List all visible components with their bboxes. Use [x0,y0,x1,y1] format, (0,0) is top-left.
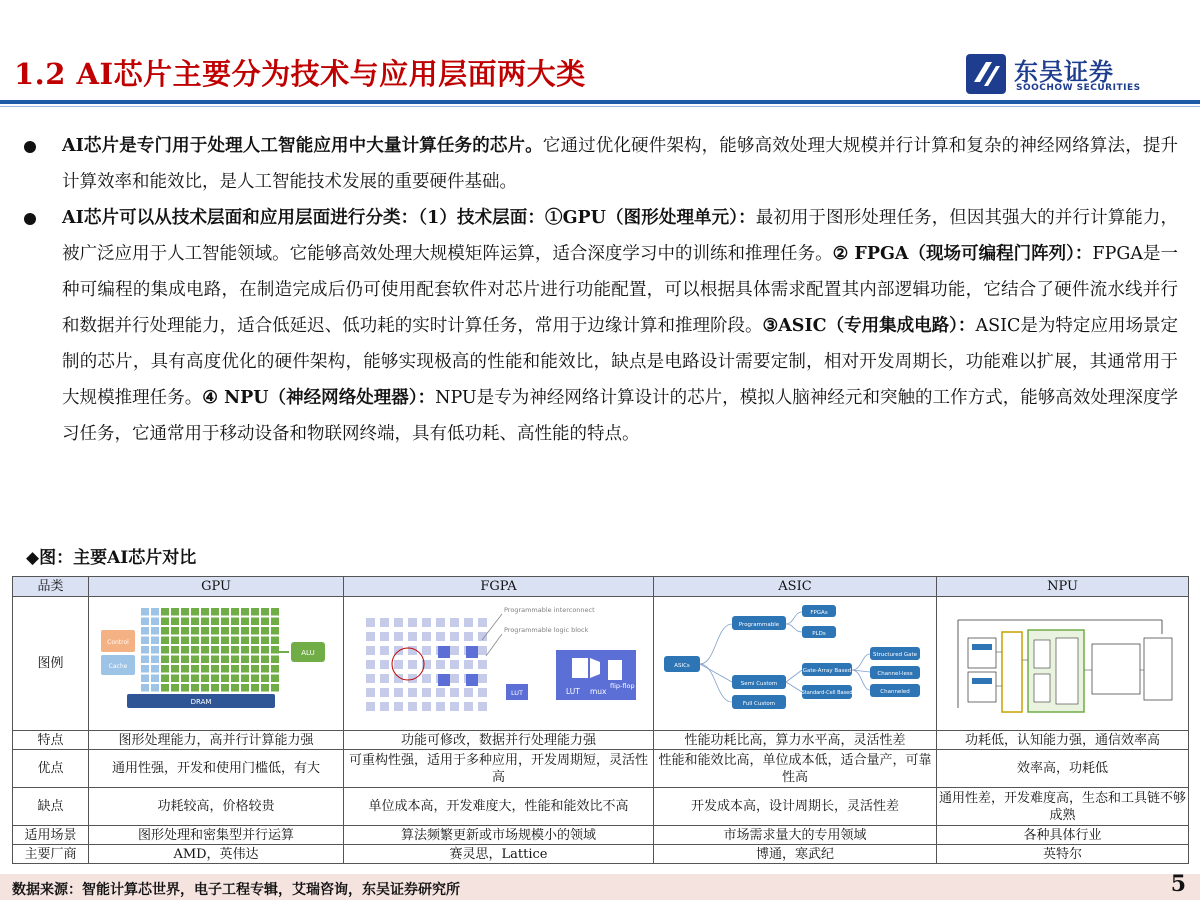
gpu-core-cell [221,665,229,673]
fpga-logic-cell [380,702,389,711]
gpu-core-cell [231,646,239,654]
gpu-core-cell [251,655,259,663]
gpu-core-cell [141,665,149,673]
gpu-core-cell [221,674,229,682]
table-header-row [13,577,1189,597]
fpga-highlight-block [438,674,450,686]
gpu-core-cell [171,674,179,682]
fpga-logic-cell [366,688,375,697]
asic-diagram-cell [654,597,937,731]
row-label: 图例 [13,597,89,731]
gpu-core-cell [201,655,209,663]
gpu-core-cell [181,674,189,682]
gpu-core-cell [201,646,209,654]
fpga-text: FPGA是一种可编程的集成电路，在制造完成后仍可使用配套软件对芯片进行功能配置，可以根据具体需求配置其内部逻辑功能，它结合了硬件流水线并行和数据并行处理能力，适合低延迟、低功耗的实时计算任务，常用于边缘计算和推理阶段。 [62,244,1178,336]
gpu-core-cell [271,655,279,663]
gpu-core-cell [211,646,219,654]
fpga-logic-cell [366,632,375,641]
table-cell: 效率高，功耗低 [937,750,1189,788]
bullet-dot-icon [24,213,36,225]
table-row-diagrams [13,597,1189,731]
table-cell: 可重构性强，适用于多种应用，开发周期短，灵活性高 [344,750,654,788]
gpu-core-cell [171,636,179,644]
gpu-core-cell [251,627,259,635]
table-cell: 博通，寒武纪 [654,845,937,864]
gpu-core-cell [151,674,159,682]
gpu-core-cell [231,617,239,625]
gpu-core-cell [241,617,249,625]
fpga-highlight-block [466,646,478,658]
page-number: 5 [1170,871,1186,897]
fpga-logic-cell [394,632,403,641]
npu-architecture-diagram [940,600,1186,728]
gpu-core-cell [241,674,249,682]
gpu-core-cell [271,665,279,673]
fpga-logic-cell [394,660,403,669]
fpga-heading: ② FPGA（现场可编程门阵列）： [832,244,1093,264]
table-cell: AMD，英伟达 [89,845,344,864]
gpu-core-cell [261,646,269,654]
fpga-architecture-diagram [346,600,651,728]
asic-heading: ③ASIC（专用集成电路）： [762,316,976,336]
data-source-note: 数据来源：智能计算芯世界，电子工程专辑，艾瑞咨询，东吴证券研究所 [12,882,460,898]
fpga-logic-cell [478,660,487,669]
gpu-core-cell [191,655,199,663]
gpu-core-cell [191,617,199,625]
table-cell: 图形处理和密集型并行运算 [89,826,344,845]
gpu-core-cell [261,655,269,663]
gpu-core-cell [221,636,229,644]
npu-diagram-cell [937,597,1189,731]
gpu-core-cell [271,684,279,692]
asic-programmable-label: Programmable [738,621,780,628]
table-cell: 通用性差，开发难度高，生态和工具链不够成熟 [937,788,1189,826]
gpu-core-cell [151,684,159,692]
gpu-core-cell [171,684,179,692]
table-row-vendors [13,845,1189,864]
fpga-logic-cell [450,618,459,627]
gpu-core-cell [221,684,229,692]
gpu-core-cell [231,684,239,692]
fpga-logic-cell [436,632,445,641]
gpu-text: 最初用于图形处理任务，但因其强大的并行计算能力，被广泛应用于人工智能领域。它能够高效处理大规模矩阵运算，适合深度学习中的训练和推理任务。 [62,208,1178,264]
gpu-core-cell [191,684,199,692]
gpu-core-cell [271,674,279,682]
gpu-core-cell [181,646,189,654]
gpu-core-cell [141,646,149,654]
gpu-core-cell [221,655,229,663]
gpu-core-cell [201,608,209,616]
asic-full-custom-label: Full Custom [742,700,776,707]
fpga-logic-cell [450,660,459,669]
fpga-highlight-block [466,674,478,686]
table-cell: 功耗较高，价格较贵 [89,788,344,826]
logo-text-en: SOOCHOW SECURITIES [1016,83,1141,93]
gpu-core-cell [191,646,199,654]
gpu-core-cell [171,646,179,654]
gpu-core-cell [191,608,199,616]
fpga-logic-cell [408,660,417,669]
gpu-core-cell [141,655,149,663]
gpu-core-cell [141,636,149,644]
table-cell: 赛灵思，Lattice [344,845,654,864]
fpga-logic-cell [366,702,375,711]
fpga-logic-cell [394,702,403,711]
fpga-logic-cell [436,618,445,627]
fpga-flipflop-label: flip-flop [610,681,635,690]
asic-gate-array-label: Gate-Array Based [802,667,852,674]
gpu-core-cell [201,627,209,635]
bullet-item-definition [18,128,1178,200]
column-header-asic: ASIC [654,577,937,597]
gpu-core-cell [171,608,179,616]
npu-heading: ④ NPU（神经网络处理器）： [202,388,436,408]
gpu-core-cell [271,636,279,644]
fpga-logic-cell [478,646,487,655]
table-cell: 通用性强，开发和使用门槛低，有大 [89,750,344,788]
gpu-core-cell [191,665,199,673]
gpu-core-cell [251,674,259,682]
title-divider [0,100,1200,104]
gpu-core-cell [231,627,239,635]
gpu-core-cell [191,636,199,644]
fpga-logic-cell [450,646,459,655]
fpga-logic-cell [380,632,389,641]
asic-standard-cell-label: Standard-Cell Based [801,689,853,696]
fpga-logic-cell [408,702,417,711]
gpu-core-cell [251,608,259,616]
fpga-logic-label: Programmable logic block [504,625,589,634]
table-cell: 图形处理能力，高并行计算能力强 [89,731,344,750]
fpga-logic-cell [394,688,403,697]
table-cell: 英特尔 [937,845,1189,864]
gpu-core-cell [161,627,169,635]
gpu-core-cell [261,617,269,625]
asic-channel-less-label: Channel-less [877,670,913,677]
row-label: 主要厂商 [13,845,89,864]
gpu-core-cell [181,608,189,616]
gpu-core-cell [151,655,159,663]
soochow-logo-icon [966,54,1006,94]
gpu-core-cell [161,684,169,692]
table-row-pros [13,750,1189,788]
gpu-core-cell [201,636,209,644]
gpu-core-cell [171,627,179,635]
table-cell: 功耗低，认知能力强，通信效率高 [937,731,1189,750]
gpu-core-cell [271,646,279,654]
column-header-fpga: FGPA [344,577,654,597]
gpu-core-cell [201,684,209,692]
fpga-logic-cell [422,618,431,627]
fpga-logic-cell [464,660,473,669]
gpu-core-cell [261,665,269,673]
gpu-core-cell [261,608,269,616]
gpu-core-cell [241,627,249,635]
fpga-logic-cell [408,688,417,697]
fpga-logic-cell [478,618,487,627]
gpu-core-cell [201,674,209,682]
table-corner-header: 品类 [13,577,89,597]
gpu-core-cell [161,646,169,654]
fpga-logic-cell [450,688,459,697]
fpga-logic-cell [464,632,473,641]
gpu-core-cell [261,627,269,635]
fpga-mux-label: mux [590,686,607,696]
table-cell: 各种具体行业 [937,826,1189,845]
gpu-core-cell [221,617,229,625]
fpga-logic-cell [478,674,487,683]
gpu-core-cell [211,655,219,663]
gpu-core-cell [241,655,249,663]
bullet-list [18,128,1178,452]
fpga-logic-cell [436,688,445,697]
gpu-core-cell [161,655,169,663]
bullet-dot-icon [24,141,36,153]
gpu-core-cell [151,617,159,625]
fpga-logic-cell [478,702,487,711]
table-cell: 性能功耗比高，算力水平高，灵活性差 [654,731,937,750]
fpga-logic-cell [450,632,459,641]
gpu-core-cell [231,608,239,616]
asic-text: ASIC是为特定应用场景定制的芯片，具有高度优化的硬件架构，能够实现极高的性能和能效比，缺点是电路设计需要定制，相对开发周期长，功能难以扩展，其通常用于大规模推理任务。 [62,316,1178,408]
gpu-core-cell [171,665,179,673]
asic-structured-gate-label: Structured Gate [873,651,917,658]
fpga-logic-cell [450,702,459,711]
gpu-core-cell [251,617,259,625]
row-label: 缺点 [13,788,89,826]
gpu-core-cell [211,684,219,692]
brand-logo [966,52,1146,96]
table-row-features [13,731,1189,750]
row-label: 优点 [13,750,89,788]
gpu-core-cell [141,684,149,692]
ai-chip-comparison-table [12,576,1189,864]
title-divider-thin [0,106,1200,107]
gpu-core-cell [161,674,169,682]
gpu-core-cell [251,684,259,692]
fpga-logic-cell [478,688,487,697]
gpu-core-cell [271,608,279,616]
gpu-cache-label: Cache [108,662,128,670]
table-cell: 功能可修改，数据并行处理能力强 [344,731,654,750]
gpu-core-cell [231,655,239,663]
bullet-item-classification [18,200,1178,452]
gpu-core-cell [251,665,259,673]
fpga-logic-cell [366,674,375,683]
gpu-core-cell [151,608,159,616]
gpu-core-cell [161,608,169,616]
table-cell: 算法频繁更新或市场规模小的领域 [344,826,654,845]
gpu-core-cell [151,646,159,654]
table-row-scenarios [13,826,1189,845]
fpga-logic-cell [380,660,389,669]
gpu-core-cell [141,674,149,682]
fpga-lut-label: LUT [566,686,580,696]
fpga-logic-cell [366,660,375,669]
gpu-core-cell [241,646,249,654]
gpu-core-cell [211,617,219,625]
gpu-core-cell [201,665,209,673]
asic-semi-custom-label: Semi Custom [740,680,778,687]
asic-root-label: ASICs [674,662,690,669]
gpu-core-cell [181,636,189,644]
gpu-core-cell [181,665,189,673]
gpu-core-cell [141,627,149,635]
gpu-core-cell [251,636,259,644]
gpu-core-cell [181,617,189,625]
fpga-logic-cell [422,646,431,655]
gpu-core-cell [171,617,179,625]
logo-text-cn: 东吴证券 [1014,58,1114,86]
bullet-lead: AI芯片可以从技术层面和应用层面进行分类：（1）技术层面：①GPU（图形处理单元）： [62,208,756,228]
fpga-logic-cell [422,702,431,711]
gpu-core-cell [261,636,269,644]
gpu-core-cell [271,627,279,635]
page-title: 1.2 AI芯片主要分为技术与应用层面两大类 [14,57,586,91]
bullet-lead: AI芯片是专门用于处理人工智能应用中大量计算任务的芯片。 [62,136,543,156]
column-header-npu: NPU [937,577,1189,597]
gpu-core-cell [211,674,219,682]
fpga-logic-cell [436,660,445,669]
gpu-core-cell [231,636,239,644]
fpga-logic-cell [464,702,473,711]
fpga-logic-cell [366,646,375,655]
fpga-logic-cell [464,618,473,627]
gpu-core-cell [181,684,189,692]
gpu-diagram-cell [89,597,344,731]
gpu-core-cell [231,665,239,673]
row-label: 适用场景 [13,826,89,845]
fpga-lut-small: LUT [510,688,524,697]
fpga-logic-cell [464,688,473,697]
gpu-architecture-diagram [91,600,341,728]
gpu-core-cell [241,665,249,673]
gpu-core-cell [241,636,249,644]
fpga-diagram-cell [344,597,654,731]
fpga-logic-cell [408,618,417,627]
gpu-core-cell [141,617,149,625]
gpu-core-cell [181,655,189,663]
gpu-core-cell [211,665,219,673]
fpga-logic-cell [394,618,403,627]
gpu-core-cell [151,665,159,673]
fpga-highlight-block [438,646,450,658]
gpu-core-cell [171,655,179,663]
gpu-core-cell [211,636,219,644]
gpu-core-cell [201,617,209,625]
asic-classification-diagram [656,600,934,728]
fpga-logic-cell [380,646,389,655]
fpga-logic-cell [380,618,389,627]
gpu-core-cell [221,627,229,635]
gpu-alu-label: ALU [301,648,315,657]
gpu-core-cell [211,608,219,616]
table-cell: 性能和能效比高，单位成本低，适合量产，可靠性高 [654,750,937,788]
fpga-logic-cell [422,674,431,683]
gpu-core-cell [241,684,249,692]
table-cell: 单位成本高，开发难度大，性能和能效比不高 [344,788,654,826]
gpu-core-cell [151,636,159,644]
column-header-gpu: GPU [89,577,344,597]
npu-text: NPU是专为神经网络计算设计的芯片，模拟人脑神经元和突触的工作方式，能够高效处理深度学习任务，它通常用于移动设备和物联网终端，具有低功耗、高性能的特点。 [62,388,1179,444]
gpu-core-cell [141,608,149,616]
gpu-core-cell [181,627,189,635]
gpu-core-cell [161,617,169,625]
table-row-cons [13,788,1189,826]
fpga-interconnect-label: Programmable interconnect [504,605,595,614]
table-cell: 市场需求量大的专用领域 [654,826,937,845]
fpga-logic-cell [380,688,389,697]
bullet-text: 它通过优化硬件架构，能够高效处理大规模并行计算和复杂的神经网络算法，提升计算效率和能效比，是人工智能技术发展的重要硬件基础。 [62,136,1179,192]
fpga-logic-cell [408,632,417,641]
fpga-logic-cell [380,674,389,683]
gpu-core-cell [261,674,269,682]
gpu-core-cell [251,646,259,654]
gpu-core-cell [211,627,219,635]
gpu-core-cell [221,608,229,616]
gpu-dram-label: DRAM [190,697,212,706]
fpga-logic-cell [436,702,445,711]
gpu-core-cell [231,674,239,682]
fpga-logic-cell [366,618,375,627]
gpu-core-cell [191,627,199,635]
asic-channeled-label: Channeled [880,688,910,695]
gpu-control-label: Control [107,638,129,646]
gpu-core-cell [261,684,269,692]
fpga-logic-cell [450,674,459,683]
gpu-core-cell [151,627,159,635]
figure-caption: ◆图：主要AI芯片对比 [26,548,197,568]
table-cell: 开发成本高，设计周期长，灵活性差 [654,788,937,826]
gpu-core-cell [191,674,199,682]
asic-plds-label: PLDs [812,630,826,637]
fpga-logic-cell [422,632,431,641]
row-label: 特点 [13,731,89,750]
gpu-core-cell [221,646,229,654]
gpu-core-cell [271,617,279,625]
fpga-logic-grid [366,618,487,711]
fpga-logic-cell [422,688,431,697]
gpu-core-cell [241,608,249,616]
asic-fpgas-label: FPGAs [810,609,828,616]
gpu-core-cell [161,665,169,673]
gpu-core-cell [161,636,169,644]
